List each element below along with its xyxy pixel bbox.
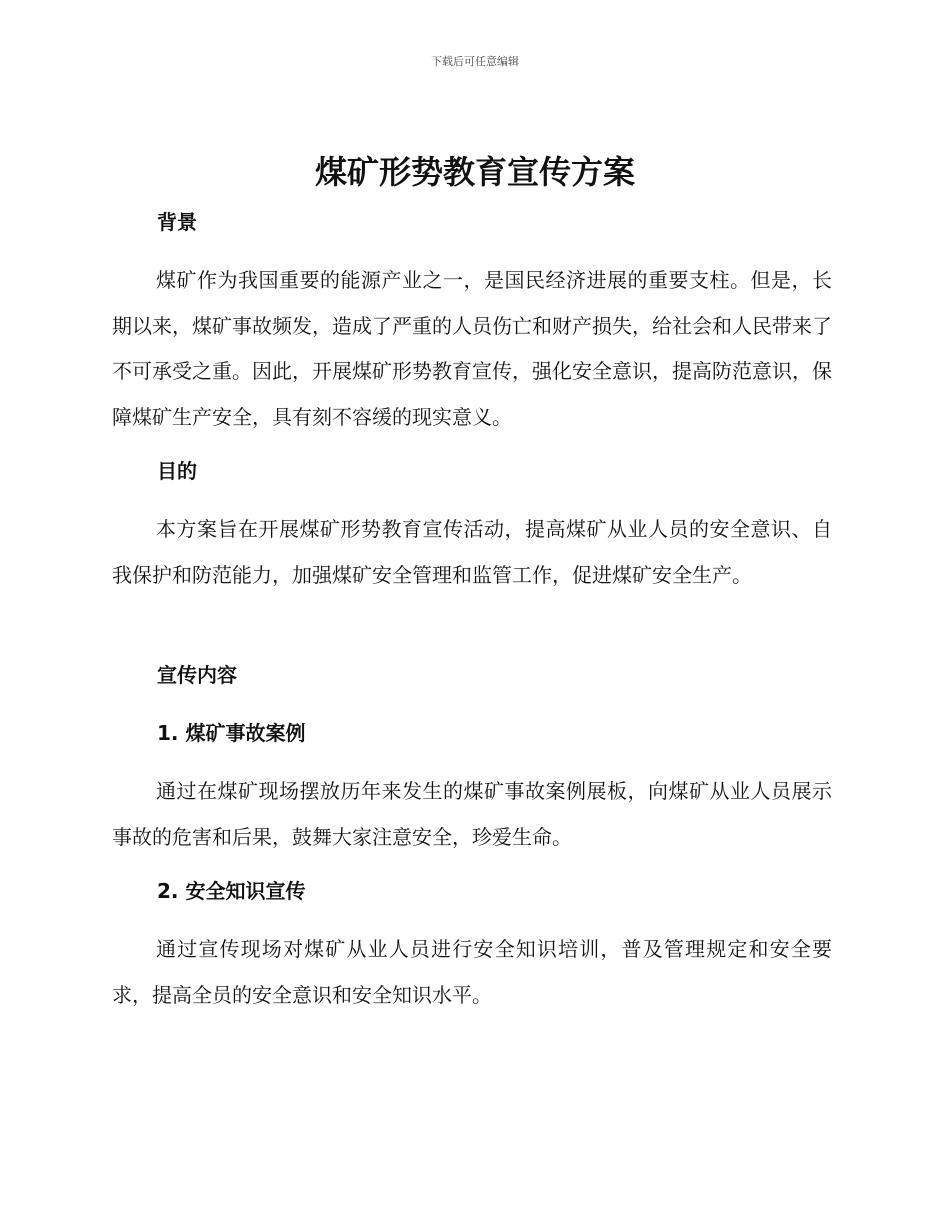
- section-heading-purpose: 目的: [157, 459, 197, 483]
- section-heading-background: 背景: [157, 210, 197, 234]
- subsection-heading-safety-knowledge: 2. 安全知识宣传: [157, 879, 306, 903]
- section-heading-content: 宣传内容: [157, 663, 237, 687]
- section-paragraph-background: 煤矿作为我国重要的能源产业之一，是国民经济进展的重要支柱。但是，长期以来，煤矿事故频发，造成了严重的人员伤亡和财产损失，给社会和人民带来了不可承受之重。因此，开展煤矿形势教育宣传，强化安全意识，提高防范意识，保障煤矿生产安全，具有刻不容缓的现实意义。: [112, 268, 832, 429]
- section-paragraph-purpose: 本方案旨在开展煤矿形势教育宣传活动，提高煤矿从业人员的安全意识、自我保护和防范能力，加强煤矿安全管理和监管工作，促进煤矿安全生产。: [112, 517, 832, 587]
- subsection-paragraph-safety-knowledge: 通过宣传现场对煤矿从业人员进行安全知识培训，普及管理规定和安全要求，提高全员的安全意识和安全知识水平。: [112, 937, 832, 1007]
- subsection-paragraph-accident-cases: 通过在煤矿现场摆放历年来发生的煤矿事故案例展板，向煤矿从业人员展示事故的危害和后果，鼓舞大家注意安全，珍爱生命。: [112, 779, 832, 849]
- subsection-heading-accident-cases: 1. 煤矿事故案例: [157, 721, 306, 745]
- document-title: 煤矿形势教育宣传方案: [314, 153, 635, 191]
- header-note: 下载后可任意编辑: [431, 55, 519, 68]
